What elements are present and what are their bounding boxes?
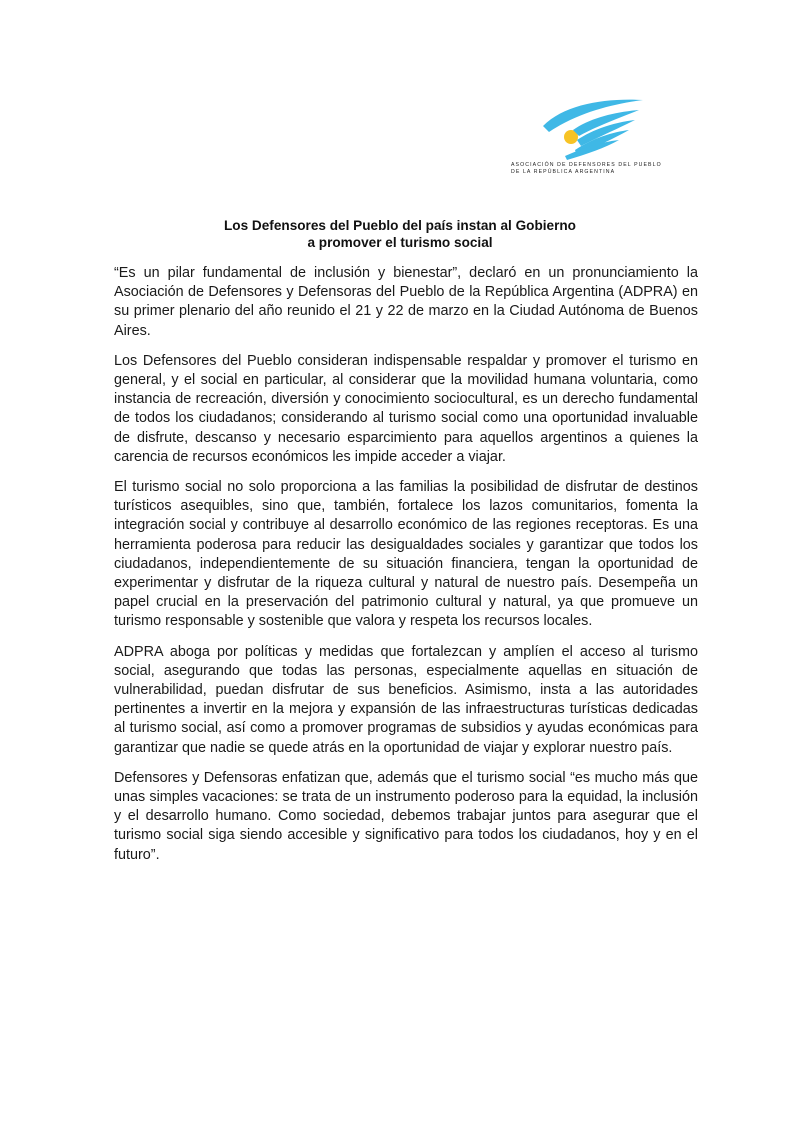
paragraph: Los Defensores del Pueblo consideran indispensable respaldar y promover el turismo en general, y el social en particular, al considerar que la movilidad humana voluntaria, como instancia de recreación, diversión y conocimiento sociocultural, es un derecho fundamental de todos los ciudadanos; considerando al turismo social como una oportunidad invaluable de disfrute, descanso y necesario esparcimiento para aquellos argentinos a quienes la carencia de recursos económicos les impide acceder a viajar. xyxy=(114,352,698,465)
document-title xyxy=(100,217,700,251)
logo-caption xyxy=(505,162,696,175)
paragraph: Defensores y Defensoras enfatizan que, además que el turismo social “es mucho más que unas simples vacaciones: se trata de un instrumento poderoso para la equidad, la inclusión y el desarrollo humano. Como sociedad, debemos trabajar juntos para asegurar que el turismo social siga siendo accesible y significativo para todos los ciudadanos, hoy y en el futuro”. xyxy=(114,769,698,863)
organization-logo xyxy=(505,96,690,178)
paragraph: ADPRA aboga por políticas y medidas que fortalezcan y amplíen el acceso al turismo social, asegurando que todas las personas, especialmente aquellas en situación de vulnerabilidad, puedan disfrutar de sus beneficios. Asimismo, insta a las autoridades pertinentes a invertir en la mejora y expansión de las infraestructuras turísticas dedicadas al turismo social, así como a promover programas de subsidios y ayudas económicas para garantizar que nadie se quede atrás en la oportunidad de viajar y explorar nuestro país. xyxy=(114,643,698,756)
logo-caption-line1: ASOCIACIÓN DE DEFENSORES DEL PUEBLO xyxy=(511,162,662,168)
title-line-1: Los Defensores del Pueblo del país instan al Gobierno xyxy=(223,218,576,233)
document-body xyxy=(114,264,698,876)
logo-caption-line2: DE LA REPÚBLICA ARGENTINA xyxy=(511,168,616,175)
paragraph: “Es un pilar fundamental de inclusión y bienestar”, declaró en un pronunciamiento la Asociación de Defensores y Defensoras del Pueblo de la República Argentina (ADPRA) en su primer plenario del año reunido el 21 y 22 de marzo en la Ciudad Autónoma de Buenos Aires. xyxy=(114,265,698,339)
title-line-2: a promover el turismo social xyxy=(307,235,493,250)
wing-sun-logo-icon xyxy=(535,96,645,162)
paragraph: El turismo social no solo proporciona a las familias la posibilidad de disfrutar de destinos turísticos asequibles, sino que, también, fortalece los lazos comunitarios, fomenta la integración social y contribuye al desarrollo económico de las regiones receptoras. Es una herramienta poderosa para reducir las desigualdades sociales y garantizar que todos los ciudadanos, independientemente de su situación financiera, tengan la oportunidad de experimentar y disfrutar de la riqueza cultural y natural de nuestro país. Desempeña un papel crucial en la preservación del patrimonio cultural y natural, ya que promueve un turismo responsable y sostenible que valora y respeta los recursos locales. xyxy=(114,479,698,630)
